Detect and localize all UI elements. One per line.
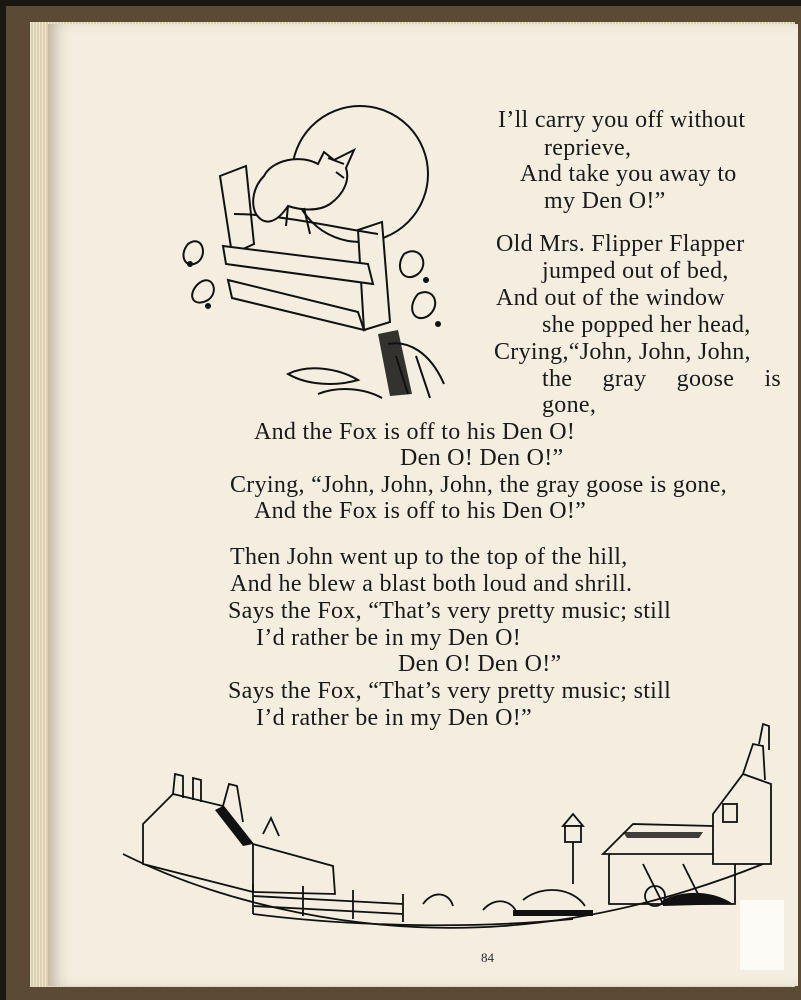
- verse-line: reprieve,: [544, 135, 632, 161]
- verse-line: Says the Fox, “That’s very pretty music; still: [228, 598, 672, 624]
- book-page: [48, 24, 798, 986]
- page-corner: [740, 900, 784, 970]
- village-landscape-illustration: [103, 714, 783, 929]
- page-number: 84: [481, 950, 494, 965]
- verse-line: Den O! Den O!”: [400, 445, 564, 471]
- verse-line: Crying, “John, John, John, the gray goose is gone,: [230, 472, 727, 498]
- verse-line: Crying,“John, John, John,: [494, 339, 751, 365]
- verse-line: And the Fox is off to his Den O!”: [254, 498, 587, 524]
- verse-line: the gray goose is: [542, 366, 782, 392]
- verse-line: I’ll carry you off without: [498, 107, 746, 133]
- verse-line: Den O! Den O!”: [398, 651, 562, 677]
- fox-on-stile-illustration: [168, 94, 458, 404]
- verse-line: Then John went up to the top of the hill,: [230, 544, 628, 570]
- verse-line: I’d rather be in my Den O!”: [256, 705, 532, 731]
- verse-line: jumped out of bed,: [542, 258, 729, 284]
- verse-line: And take you away to: [520, 161, 737, 187]
- verse-line: I’d rather be in my Den O!: [256, 625, 522, 651]
- verse-line: And the Fox is off to his Den O!: [254, 419, 576, 445]
- verse-line: my Den O!”: [544, 188, 666, 214]
- verse-line: gone,: [542, 392, 597, 418]
- verse-line: And out of the window: [496, 285, 725, 311]
- verse-line: Says the Fox, “That’s very pretty music; still: [228, 678, 672, 704]
- verse-line: And he blew a blast both loud and shrill.: [230, 571, 633, 597]
- verse-line: she popped her head,: [542, 312, 751, 338]
- verse-line: Old Mrs. Flipper Flapper: [496, 231, 745, 257]
